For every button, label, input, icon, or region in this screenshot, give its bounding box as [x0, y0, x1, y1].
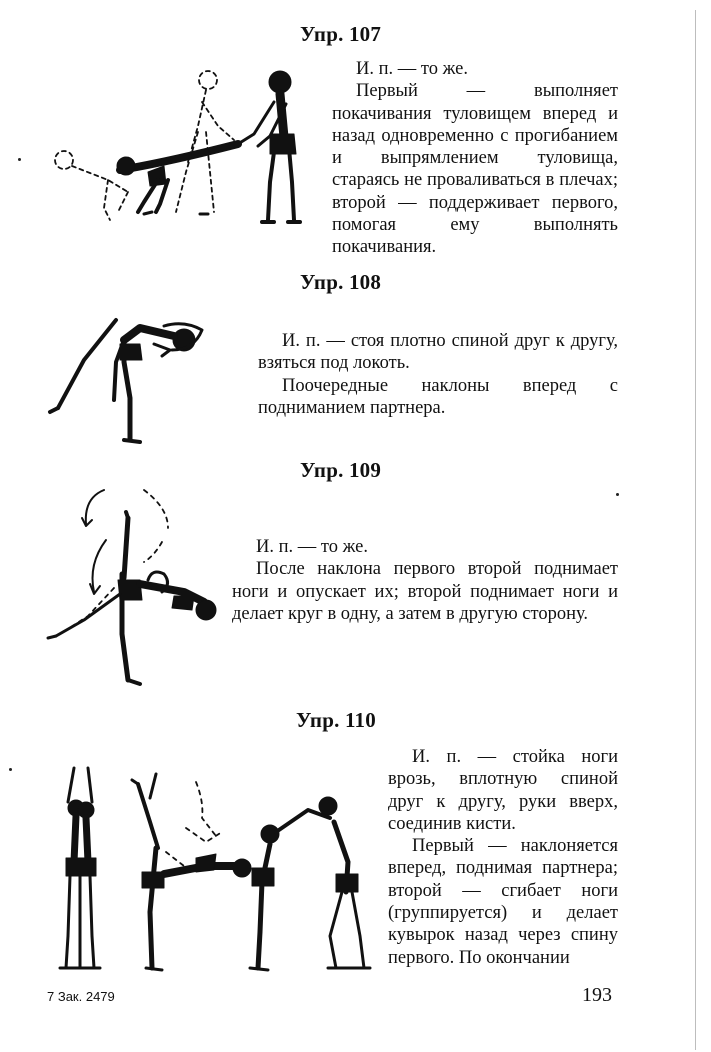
exercise-108-title: Упр. 108 — [300, 270, 382, 294]
exercise-110-description: Первый — наклоняется вперед, поднимая партнера; второй — сгибает ноги (группируется) и делает кувырок назад через спину первого. По окончании — [388, 836, 618, 968]
scan-speck — [616, 493, 619, 496]
exercise-109-title: Упр. 109 — [300, 458, 382, 482]
exercise-109-text — [232, 536, 618, 625]
exercise-110-text — [388, 746, 618, 969]
exercise-107-title: Упр. 107 — [300, 22, 382, 46]
printing-signature: 7 Зак. 2479 — [47, 989, 115, 1004]
page-edge-line — [695, 10, 696, 1050]
scan-speck — [18, 158, 21, 161]
exercise-109-description: После наклона первого второй поднимает ноги и опускает их; второй поднимает ноги и делает круг в одну, а затем в другую сторону. — [232, 559, 618, 624]
exercise-110-start-position: И. п. — стойка ноги врозь, вплотную спиной друг к другу, руки вверх, соединив кисти. — [388, 747, 618, 834]
exercise-108-description: Поочередные наклоны вперед с подниманием партнера. — [258, 375, 618, 418]
exercise-109-start-position: И. п. — то же. — [256, 537, 368, 557]
exercise-107-start-position: И. п. — то же. — [356, 59, 468, 79]
page-number: 193 — [582, 984, 612, 1006]
back-roll-sequence-figure-icon — [46, 762, 378, 986]
exercise-107-text — [332, 58, 618, 259]
exercise-108-text — [258, 330, 618, 419]
back-to-back-lift-figure-icon — [44, 300, 214, 448]
exercise-110-title: Упр. 110 — [296, 708, 376, 732]
exercise-107-description: Первый — выполняет покачивания туловищем вперед и назад одновременно с прогибанием и выпрямлением туловища, стараясь не проваливаться в плечах; второй — поддерживает первого, помогая ему выполнять покачивания. — [332, 81, 618, 258]
exercise-108-start-position: И. п. — стоя плотно спиной друг к другу, взяться под локоть. — [258, 331, 618, 374]
leg-circle-figure-icon — [44, 484, 224, 692]
scan-speck — [9, 768, 12, 771]
partner-rocking-figure-icon — [48, 62, 310, 240]
